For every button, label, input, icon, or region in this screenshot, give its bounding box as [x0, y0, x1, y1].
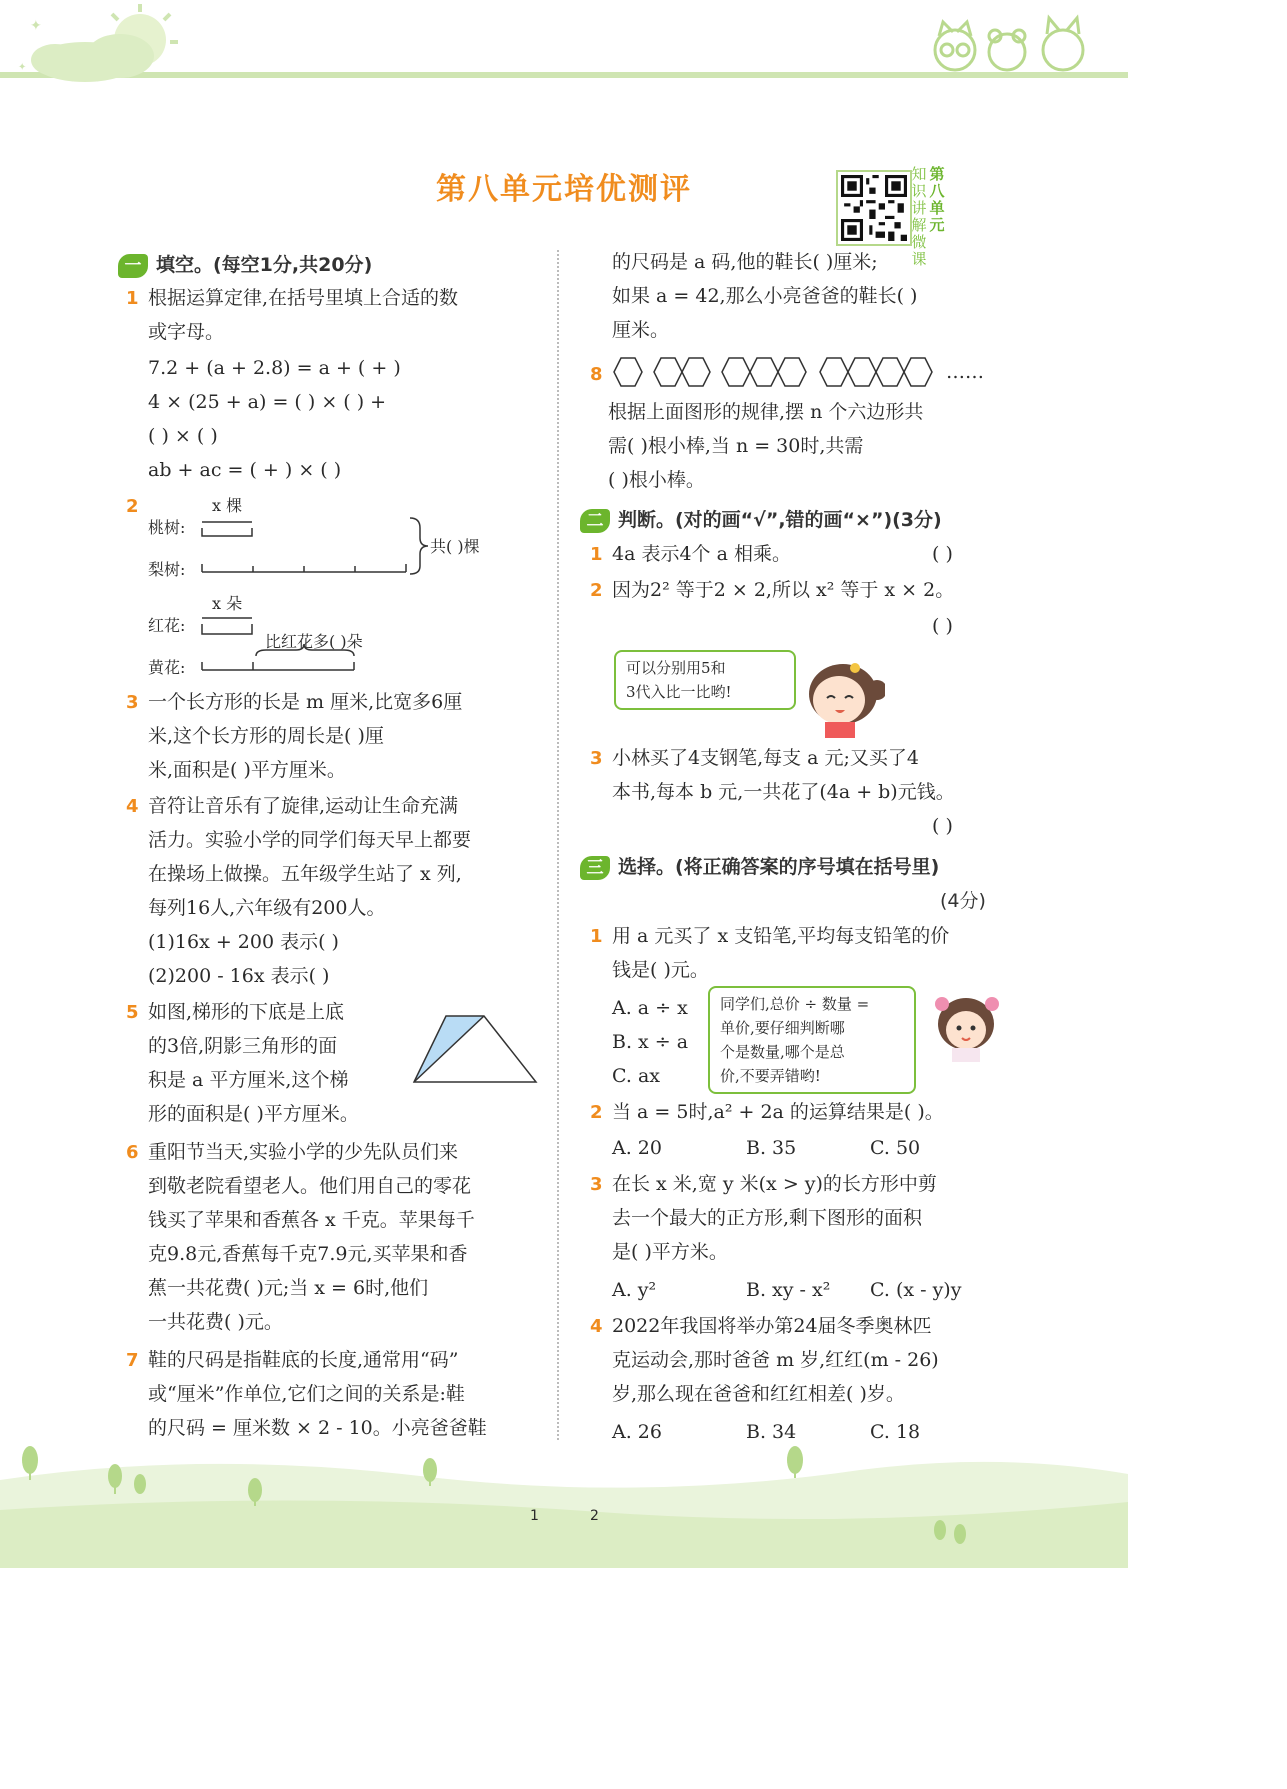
question-text: 当 a = 5时,a² + 2a 的运算结果是( )。	[612, 1101, 944, 1123]
hint-text: 价,不要弄错哟!	[720, 1067, 821, 1085]
question-text: 一个长方形的长是 m 厘米,比宽多6厘	[148, 691, 463, 713]
hint-bubble	[614, 650, 796, 710]
question-text: 蕉一共花费( )元;当 x = 6时,他们	[148, 1277, 429, 1299]
section-true-false	[580, 505, 942, 533]
svg-text:✦: ✦	[18, 62, 27, 73]
equation: 4 × (25 + a) = ( ) × ( ) +	[148, 391, 387, 413]
line-segment-diagram	[196, 510, 436, 680]
equation: ( ) × ( )	[148, 425, 218, 447]
question-text: 一共花费( )元。	[148, 1311, 283, 1333]
hint-text: 可以分别用5和	[626, 659, 726, 677]
svg-text:✦: ✦	[30, 18, 42, 34]
cat-mascots-icon	[925, 12, 1095, 76]
section-fill-blank	[118, 250, 372, 278]
option-b[interactable]: B. xy - x²	[746, 1279, 831, 1301]
question-number: 8	[590, 364, 603, 385]
hint-bubble	[708, 986, 916, 1094]
question-number: 2	[590, 1102, 603, 1123]
option-a[interactable]: A. 26	[612, 1421, 662, 1443]
trapezoid-figure	[408, 1010, 540, 1088]
question-text: 积是 a 平方厘米,这个梯	[148, 1069, 349, 1091]
total-label: 共( )棵	[430, 537, 480, 556]
section-heading: 选择。(将正确答案的序号填在括号里)	[618, 856, 940, 878]
page-number-right: 2	[590, 1508, 599, 1524]
section-choice	[580, 852, 939, 880]
question-text: 去一个最大的正方形,剩下图形的面积	[612, 1207, 923, 1229]
girl-illustration	[930, 990, 1006, 1062]
question-text: 钱是( )元。	[612, 959, 709, 981]
answer-paren[interactable]: ( )	[932, 815, 953, 837]
question-text: 根据上面图形的规律,摆 n 个六边形共	[608, 401, 924, 423]
hint-text: 同学们,总价 ÷ 数量 =	[720, 995, 870, 1013]
question-number: 5	[126, 1002, 139, 1023]
answer-paren[interactable]: ( )	[932, 543, 953, 565]
option-c[interactable]: C. (x - y)y	[870, 1279, 962, 1301]
question-text: 是( )平方米。	[612, 1241, 728, 1263]
row-label-red: 红花:	[148, 616, 186, 635]
question-text: 到敬老院看望老人。他们用自己的零花	[148, 1175, 472, 1197]
option-a[interactable]: A. y²	[612, 1279, 657, 1301]
question-number: 1	[126, 288, 139, 309]
question-text: 因为2² 等于2 × 2,所以 x² 等于 x × 2。	[612, 579, 955, 601]
question-text: 形的面积是( )平方厘米。	[148, 1103, 359, 1125]
qr-label-unit: 第八单元	[929, 165, 945, 234]
question-text: 在长 x 米,宽 y 米(x > y)的长方形中剪	[612, 1173, 937, 1195]
qr-label-lesson: 知识讲解微课	[911, 165, 927, 268]
section-heading: 判断。(对的画“√”,错的画“×”)(3分)	[618, 509, 942, 531]
option-c[interactable]: C. 50	[870, 1137, 921, 1159]
grass-trees-footer	[0, 1440, 1128, 1568]
question-number: 4	[590, 1316, 603, 1337]
answer-paren[interactable]: ( )	[932, 615, 953, 637]
question-number: 7	[126, 1350, 139, 1371]
row-label-yellow: 黄花:	[148, 658, 186, 677]
question-text: 克运动会,那时爸爸 m 岁,红红(m - 26)	[612, 1349, 939, 1371]
ellipsis: ……	[946, 361, 984, 383]
question-text: 2022年我国将举办第24届冬季奥林匹	[612, 1315, 932, 1337]
equation: ab + ac = ( + ) × ( )	[148, 459, 342, 481]
section-badge: 二	[580, 509, 610, 533]
option-b[interactable]: B. 35	[746, 1137, 797, 1159]
option-c[interactable]: C. ax	[612, 1065, 660, 1087]
question-text: 钱买了苹果和香蕉各 x 千克。苹果每千	[148, 1209, 475, 1231]
question-number: 1	[590, 544, 603, 565]
equation: 7.2 + (a + 2.8) = a + ( + )	[148, 357, 401, 379]
qr-code[interactable]	[836, 170, 912, 246]
segment-label: x 朵	[212, 594, 243, 613]
question-text: 或字母。	[148, 321, 225, 343]
page-number-left: 1	[530, 1508, 539, 1524]
question-text: 的尺码是 a 码,他的鞋长( )厘米;	[612, 251, 878, 273]
question-text: 或“厘米”作单位,它们之间的关系是:鞋	[148, 1383, 465, 1405]
option-b[interactable]: B. x ÷ a	[612, 1031, 689, 1053]
option-a[interactable]: A. a ÷ x	[612, 997, 688, 1019]
question-number: 6	[126, 1142, 139, 1163]
row-label-peach: 桃树:	[148, 518, 186, 537]
question-text: 如果 a = 42,那么小亮爸爸的鞋长( )	[612, 285, 918, 307]
girl-illustration	[795, 650, 885, 740]
question-text: 需( )根小棒,当 n = 30时,共需	[608, 435, 864, 457]
option-a[interactable]: A. 20	[612, 1137, 662, 1159]
segment-label: x 棵	[212, 496, 243, 515]
section-badge: 一	[118, 254, 148, 278]
question-text: 克9.8元,香蕉每千克7.9元,买苹果和香	[148, 1243, 468, 1265]
row-label-pear: 梨树:	[148, 560, 186, 579]
question-number: 2	[590, 580, 603, 601]
question-text: 米,这个长方形的周长是( )厘	[148, 725, 384, 747]
question-text: 米,面积是( )平方厘米。	[148, 759, 346, 781]
cloud-sun-icon	[0, 0, 200, 90]
question-number: 4	[126, 796, 139, 817]
question-number: 3	[126, 692, 139, 713]
question-number: 2	[126, 496, 139, 517]
sub-question: (2)200 - 16x 表示( )	[148, 965, 330, 987]
page-title: 第八单元培优测评	[436, 172, 692, 207]
question-text: 鞋的尺码是指鞋底的长度,通常用“码”	[148, 1349, 459, 1371]
hint-text: 个是数量,哪个是总	[720, 1043, 845, 1061]
question-text: 小林买了4支钢笔,每支 a 元;又买了4	[612, 747, 920, 769]
option-b[interactable]: B. 34	[746, 1421, 797, 1443]
question-text: 如图,梯形的下底是上底	[148, 1001, 345, 1023]
question-text: 根据运算定律,在括号里填上合适的数	[148, 287, 459, 309]
question-text: 用 a 元买了 x 支铅笔,平均每支铅笔的价	[612, 925, 950, 947]
question-text: 在操场上做操。五年级学生站了 x 列,	[148, 863, 462, 885]
hint-text: 单价,要仔细判断哪	[720, 1019, 845, 1037]
question-text: 厘米。	[612, 319, 670, 341]
question-text: ( )根小棒。	[608, 469, 705, 491]
question-number: 1	[590, 926, 603, 947]
option-c[interactable]: C. 18	[870, 1421, 921, 1443]
section-score: (4分)	[940, 890, 986, 912]
question-text: 本书,每本 b 元,一共花了(4a + b)元钱。	[612, 781, 955, 803]
question-text: 活力。实验小学的同学们每天早上都要	[148, 829, 472, 851]
question-text: 的3倍,阴影三角形的面	[148, 1035, 338, 1057]
question-text: 4a 表示4个 a 相乘。	[612, 543, 791, 565]
question-number: 3	[590, 748, 603, 769]
question-text: 重阳节当天,实验小学的少先队员们来	[148, 1141, 459, 1163]
question-number: 3	[590, 1174, 603, 1195]
hexagon-pattern	[608, 352, 968, 392]
column-divider	[557, 250, 559, 1440]
question-text: 每列16人,六年级有200人。	[148, 897, 386, 919]
question-text: 的尺码 = 厘米数 × 2 - 10。小亮爸爸鞋	[148, 1417, 487, 1439]
question-text: 岁,那么现在爸爸和红红相差( )岁。	[612, 1383, 905, 1405]
question-text: 音符让音乐有了旋律,运动让生命充满	[148, 795, 459, 817]
section-badge: 三	[580, 856, 610, 880]
sub-question: (1)16x + 200 表示( )	[148, 931, 339, 953]
section-heading: 填空。(每空1分,共20分)	[156, 254, 373, 276]
difference-label: 比红花多( )朵	[265, 632, 363, 651]
hint-text: 3代入比一比哟!	[626, 683, 732, 701]
